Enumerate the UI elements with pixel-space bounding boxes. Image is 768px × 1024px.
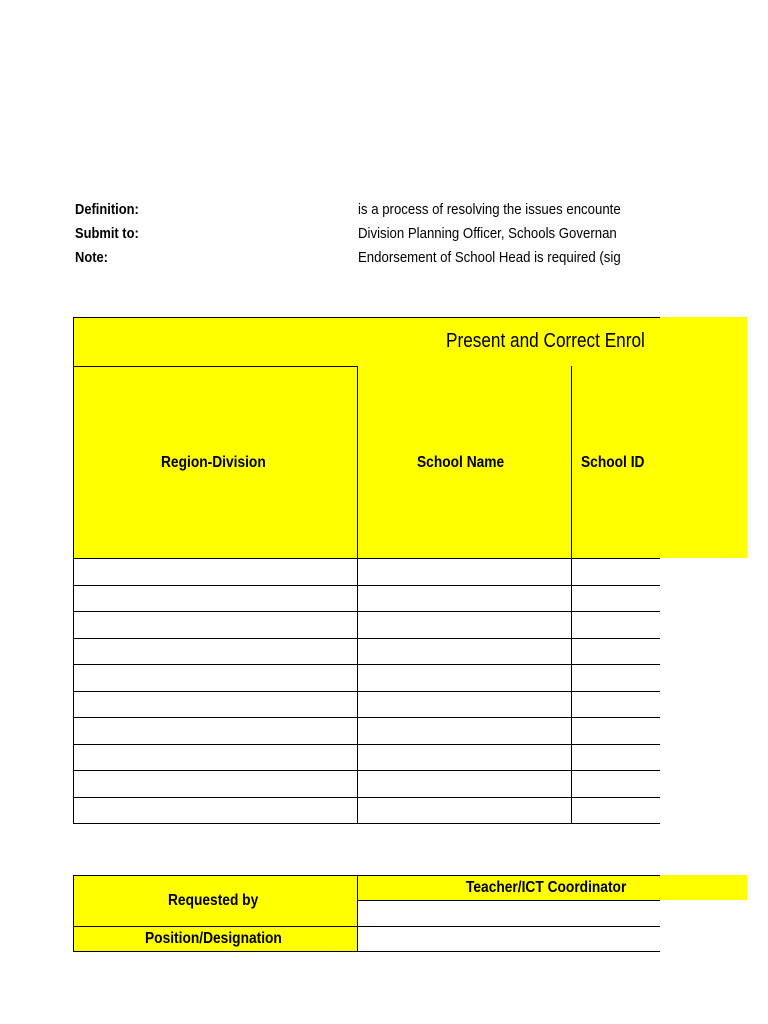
table-cell[interactable] [74, 612, 357, 638]
table-top-border [73, 317, 660, 318]
table-cell[interactable] [572, 559, 660, 585]
table-cell[interactable] [572, 745, 660, 771]
requester-position-field[interactable] [358, 927, 658, 951]
table-cell[interactable] [74, 745, 357, 771]
definition-label: Definition: [75, 201, 139, 218]
header-divider [73, 366, 357, 367]
table-cell[interactable] [358, 692, 571, 718]
table-cell[interactable] [572, 718, 660, 744]
request-top-border [73, 875, 660, 876]
table-cell[interactable] [358, 612, 571, 638]
table-cell[interactable] [74, 718, 357, 744]
note-value: Endorsement of School Head is required (sig [358, 249, 621, 266]
note-label: Note: [75, 249, 108, 266]
table-cell[interactable] [358, 718, 571, 744]
table-cell[interactable] [74, 559, 357, 585]
col-header-region-division: Region-Division [161, 454, 266, 471]
table-cell[interactable] [74, 692, 357, 718]
col-header-school-name: School Name [417, 454, 505, 471]
table-cell[interactable] [358, 745, 571, 771]
table-cell[interactable] [74, 771, 357, 797]
table-title: Present and Correct Enrol [446, 330, 645, 352]
requester-name-field[interactable] [358, 901, 658, 926]
table-cell[interactable] [358, 798, 571, 824]
table-cell[interactable] [74, 798, 357, 824]
header-fill-overflow [660, 317, 747, 558]
table-cell[interactable] [74, 586, 357, 612]
table-cell[interactable] [358, 771, 571, 797]
col-header-school-id: School ID [581, 454, 645, 471]
submit-to-label: Submit to: [75, 225, 139, 242]
table-cell[interactable] [572, 586, 660, 612]
requested-by-label: Requested by [168, 892, 259, 909]
teacher-ict-coordinator-label: Teacher/ICT Coordinator [466, 879, 627, 896]
request-bottom-border [73, 951, 660, 952]
table-cell[interactable] [572, 612, 660, 638]
table-cell[interactable] [358, 639, 571, 665]
definition-value: is a process of resolving the issues encounte [358, 201, 621, 218]
table-cell[interactable] [74, 639, 357, 665]
table-cell[interactable] [358, 586, 571, 612]
table-cell[interactable] [572, 692, 660, 718]
request-left-border [73, 875, 74, 952]
teacher-header-fill-overflow [660, 875, 747, 900]
submit-to-value: Division Planning Officer, Schools Governan [358, 225, 617, 242]
table-cell[interactable] [572, 771, 660, 797]
table-cell[interactable] [358, 559, 571, 585]
table-cell[interactable] [572, 798, 660, 824]
table-cell[interactable] [572, 639, 660, 665]
table-cell[interactable] [74, 665, 357, 691]
position-designation-label: Position/Designation [145, 930, 282, 947]
table-cell[interactable] [572, 665, 660, 691]
table-cell[interactable] [358, 665, 571, 691]
